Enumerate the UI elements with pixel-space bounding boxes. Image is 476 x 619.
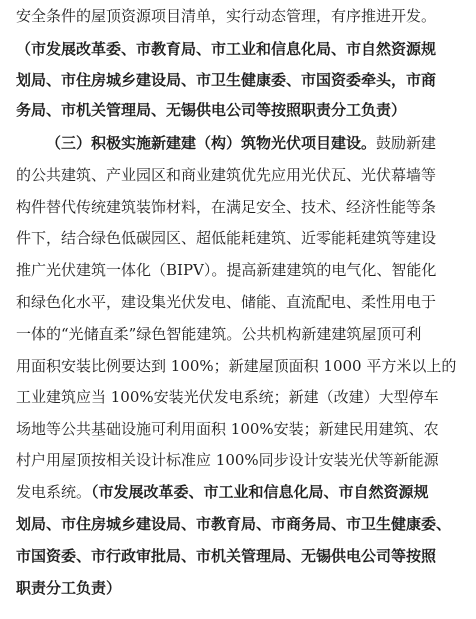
text-line: 推广光伏建筑一体化（BIPV）。提高新建建筑的电气化、智能化 — [16, 261, 437, 279]
text-line: 用面积安装比例要达到 100%；新建屋顶面积 1000 平方米以上的 — [16, 357, 457, 375]
text-line: 划局、市住房城乡建设局、市教育局、市商务局、市卫生健康委、 — [16, 515, 452, 533]
text-line: 安全条件的屋顶资源项目清单，实行动态管理，有序推进开发。 — [16, 7, 437, 25]
text-line: 市国资委、市行政审批局、市机关管理局、无锡供电公司等按照 — [16, 547, 437, 565]
text-line: 划局、市住房城乡建设局、市卫生健康委、市国资委牵头，市商 — [16, 71, 437, 89]
text-line: 场地等公共基础设施可利用面积 100%安装；新建民用建筑、农 — [16, 420, 439, 438]
text-line: 务局、市机关管理局、无锡供电公司等按照职责分工负责） — [16, 101, 407, 119]
text-line: 工业建筑应当 100%安装光伏发电系统；新建（改建）大型停车 — [16, 388, 439, 406]
text-line: 村户用屋顶按相关设计标准应 100%同步设计安装光伏等新能源 — [16, 451, 439, 469]
text-line: 职责分工负责） — [16, 579, 122, 597]
text-line: 发电系统。（市发展改革委、市工业和信息化局、市自然资源规 — [16, 483, 429, 501]
section-heading-line: （三）积极实施新建建（构）筑物光伏项目建设。鼓励新建 — [46, 134, 437, 152]
text-line: 的公共建筑、产业园区和商业建筑优先应用光伏瓦、光伏幕墙等 — [16, 166, 437, 184]
text-line: 件下，结合绿色低碳园区、超低能耗建筑、近零能耗建筑等建设 — [16, 229, 437, 247]
text-line: 和绿色化水平，建设集光伏发电、储能、直流配电、柔性用电于 — [16, 293, 437, 311]
text-line: 一体的“光储直柔”绿色智能建筑。公共机构新建建筑屋顶可利 — [16, 325, 422, 343]
text-line: （市发展改革委、市教育局、市工业和信息化局、市自然资源规 — [16, 40, 437, 58]
section-heading: （三）积极实施新建建（构）筑物光伏项目建设。 — [46, 134, 377, 152]
text-line: 构件替代传统建筑装饰材料，在满足安全、技术、经济性能等条 — [16, 198, 437, 216]
